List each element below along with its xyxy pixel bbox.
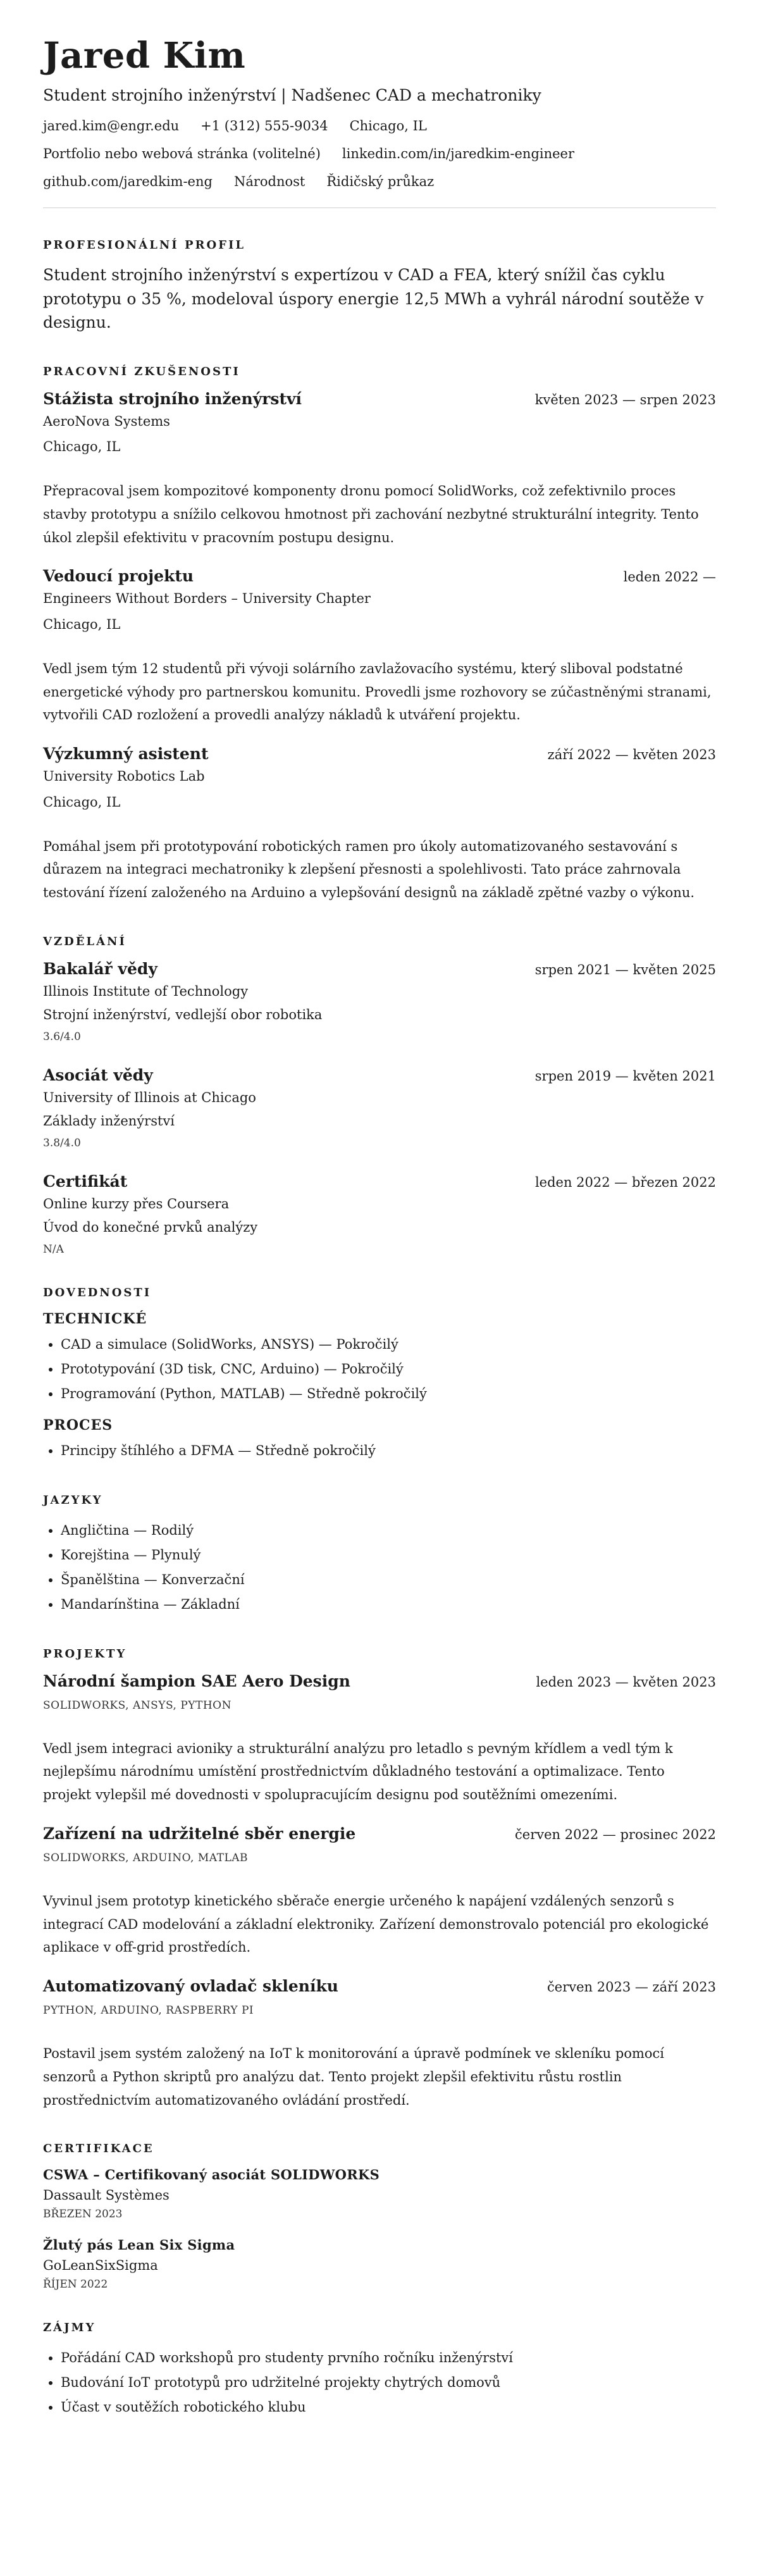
job-description: Přepracoval jsem kompozitové komponenty dronu pomocí SolidWorks, což zefektivnilo proces stavby prototypu a snížilo celkovou hmotnost při zachování nezbytné strukturální integrity. Tento úkol zlepšil efektivitu v pracovním postupu designu. (43, 483, 699, 545)
certification-issuer: Dassault Systèmes (43, 2188, 170, 2203)
contact-location: Chicago, IL (349, 118, 427, 134)
study-field: Základy inženýrství (43, 1113, 175, 1129)
skills-section (43, 1286, 716, 1463)
project-entry (43, 1672, 716, 1807)
certifications-section (43, 2142, 716, 2291)
skill-list (43, 1439, 716, 1463)
project-tags: SOLIDWORKS, ARDUINO, MATLAB (43, 1851, 248, 1864)
section-title: PROJEKTY (43, 1647, 127, 1661)
certification-entry (43, 2237, 716, 2291)
contact-linkedin[interactable]: linkedin.com/in/jaredkim-engineer (342, 146, 575, 161)
job-location: Chicago, IL (43, 439, 121, 455)
project-tags: PYTHON, ARDUINO, RASPBERRY PI (43, 2004, 254, 2017)
project-title: Automatizovaný ovladač skleníku (43, 1977, 338, 1996)
degree-date: srpen 2019 — květen 2021 (534, 1068, 716, 1084)
job-description: Vedl jsem tým 12 studentů při vývoji solárního zavlažovacího systému, který sliboval podstatné energetické výhody pro partnerskou komunitu. Provedli jsme rozhovory se zúčastněnými stranami, vytvořili CAD rozložení a provedli analýzy nákladů k utváření projektu. (43, 660, 712, 723)
skill-item: • CAD a simulace (SolidWorks, ANSYS) — Pokročilý (61, 1332, 716, 1357)
interest-item: • Pořádání CAD workshopů pro studenty prvního ročníku inženýrství (61, 2346, 716, 2370)
school-name: Online kurzy přes Coursera (43, 1196, 230, 1211)
experience-section (43, 365, 716, 905)
language-item: • Mandarínština — Základní (61, 1592, 716, 1617)
gpa: 3.6/4.0 (43, 1030, 81, 1043)
language-item: • Korejština — Plynulý (61, 1543, 716, 1568)
section-title: PRACOVNÍ ZKUŠENOSTI (43, 364, 240, 378)
skill-item: • Programování (Python, MATLAB) — Středně pokročilý (61, 1382, 716, 1406)
project-description: Vyvinul jsem prototyp kinetického sběrače energie určeného k napájení vzdálených senzorů s integrací CAD modelování a základní elektroniky. Zařízení demonstrovalo potenciál pro ekologické aplikace v off-grid prostředích. (43, 1893, 709, 1955)
contact-row (43, 171, 716, 193)
education-entry (43, 1066, 716, 1149)
profile-text: Student strojního inženýrství s expertízou v CAD a FEA, který snížil čas cyklu prototypu o 35 %, modeloval úspory energie 12,5 MWh a vyhrál národní soutěže v designu. (43, 266, 704, 332)
education-entry (43, 1172, 716, 1256)
job-employer: University Robotics Lab (43, 769, 205, 784)
education-entry (43, 960, 716, 1043)
contact-github[interactable]: github.com/jaredkim-eng (43, 173, 213, 189)
skill-group-title: TECHNICKÉ (43, 1310, 147, 1327)
interest-item: • Účast v soutěžích robotického klubu (61, 2395, 716, 2420)
job-date: květen 2023 — srpen 2023 (534, 392, 716, 407)
project-entry (43, 1977, 716, 2112)
degree-title: Certifikát (43, 1172, 128, 1191)
job-date: leden 2022 — (623, 569, 716, 585)
degree-date: leden 2022 — březen 2022 (534, 1174, 716, 1190)
experience-entry (43, 390, 716, 550)
project-title: Národní šampion SAE Aero Design (43, 1671, 350, 1690)
gpa: 3.8/4.0 (43, 1136, 81, 1149)
degree-date: srpen 2021 — květen 2025 (534, 962, 716, 977)
projects-section (43, 1647, 716, 2112)
gpa: N/A (43, 1242, 64, 1256)
contact-email[interactable]: jared.kim@engr.edu (43, 118, 180, 134)
contact-drivers-license: Řidičský průkaz (326, 173, 435, 189)
study-field: Úvod do konečné prvků analýzy (43, 1220, 258, 1235)
project-tags: SOLIDWORKS, ANSYS, PYTHON (43, 1699, 231, 1712)
project-title: Zařízení na udržitelné sběr energie (43, 1824, 356, 1843)
languages-section (43, 1494, 716, 1616)
job-title: Stážista strojního inženýrství (43, 389, 302, 408)
contact-nationality: Národnost (233, 173, 305, 189)
project-entry (43, 1824, 716, 1959)
interest-list (43, 2346, 716, 2420)
job-title: Výzkumný asistent (43, 745, 209, 764)
section-title: JAZYKY (43, 1494, 103, 1508)
section-title: CERTIFIKACE (43, 2142, 154, 2156)
candidate-name: Jared Kim (43, 35, 246, 77)
language-item: • Španělština — Konverzační (61, 1568, 716, 1592)
experience-entry (43, 745, 716, 905)
job-employer: AeroNova Systems (43, 413, 170, 429)
contact-phone[interactable]: +1 (312) 555-9034 (201, 118, 328, 134)
section-title: PROFESIONÁLNÍ PROFIL (43, 238, 246, 252)
job-location: Chicago, IL (43, 794, 121, 810)
project-date: červen 2023 — září 2023 (547, 1979, 716, 1995)
section-title: VZDĚLÁNÍ (43, 934, 126, 948)
profile-section (43, 238, 716, 335)
study-field: Strojní inženýrství, vedlejší obor robotika (43, 1007, 323, 1023)
resume-header (43, 35, 716, 208)
certification-date: ŘÍJEN 2022 (43, 2278, 108, 2291)
job-employer: Engineers Without Borders – University Chapter (43, 591, 371, 607)
school-name: Illinois Institute of Technology (43, 983, 249, 999)
certification-date: BŘEZEN 2023 (43, 2208, 123, 2221)
job-title: Vedoucí projektu (43, 567, 194, 586)
project-date: červen 2022 — prosinec 2022 (515, 1826, 716, 1842)
candidate-subtitle: Student strojního inženýrství | Nadšenec CAD a mechatroniky (43, 86, 541, 105)
skill-list (43, 1332, 716, 1406)
language-list (43, 1518, 716, 1616)
interests-section (43, 2321, 716, 2420)
section-title: ZÁJMY (43, 2321, 96, 2335)
job-date: září 2022 — květen 2023 (547, 747, 716, 763)
certification-title: CSWA – Certifikovaný asociát SOLIDWORKS (43, 2167, 380, 2183)
job-description: Pomáhal jsem při prototypování robotických ramen pro úkoly automatizovaného sestavování s důrazem na integraci mechatroniky k zlepšení přesnosti a spolehlivosti. Tato práce zahrnovala testování řízení založeného na Arduino a vylepšování designů na základě zpětné vazby o výkonu. (43, 838, 695, 901)
section-title: DOVEDNOSTI (43, 1285, 152, 1299)
degree-title: Asociát vědy (43, 1065, 153, 1084)
interest-item: • Budování IoT prototypů pro udržitelné projekty chytrých domovů (61, 2370, 716, 2395)
certification-title: Žlutý pás Lean Six Sigma (43, 2237, 235, 2253)
certification-issuer: GoLeanSixSigma (43, 2258, 158, 2274)
certification-entry (43, 2167, 716, 2220)
contact-row (43, 144, 716, 165)
project-description: Postavil jsem systém založený na IoT k monitorování a úpravě podmínek ve skleníku pomocí senzorů a Python skriptů pro analýzu dat. Tento projekt zlepšil efektivitu růstu rostlin prostřednictvím automatizovaného ovládání prostředí. (43, 2046, 665, 2108)
contact-row (43, 116, 716, 137)
project-date: leden 2023 — květen 2023 (536, 1674, 716, 1690)
header-divider (43, 207, 716, 208)
job-location: Chicago, IL (43, 616, 121, 632)
skill-group-title: PROCES (43, 1417, 113, 1434)
experience-entry (43, 567, 716, 727)
education-section (43, 935, 716, 1256)
degree-title: Bakalář vědy (43, 959, 157, 978)
language-item: • Angličtina — Rodilý (61, 1518, 716, 1543)
skill-item: • Principy štíhlého a DFMA — Středně pokročilý (61, 1439, 716, 1463)
project-description: Vedl jsem integraci avioniky a strukturální analýzu pro letadlo s pevným křídlem a vedl tým k nejlepšímu národnímu umístění prostřednictvím důkladného testování a optimalizace. Tento projekt vylepšil mé dovednosti v spolupracujícím designu pod soutěžními omezeními. (43, 1740, 673, 1803)
school-name: University of Illinois at Chicago (43, 1089, 256, 1105)
contact-portfolio[interactable]: Portfolio nebo webová stránka (volitelné) (43, 146, 321, 161)
skill-item: • Prototypování (3D tisk, CNC, Arduino) — Pokročilý (61, 1357, 716, 1382)
